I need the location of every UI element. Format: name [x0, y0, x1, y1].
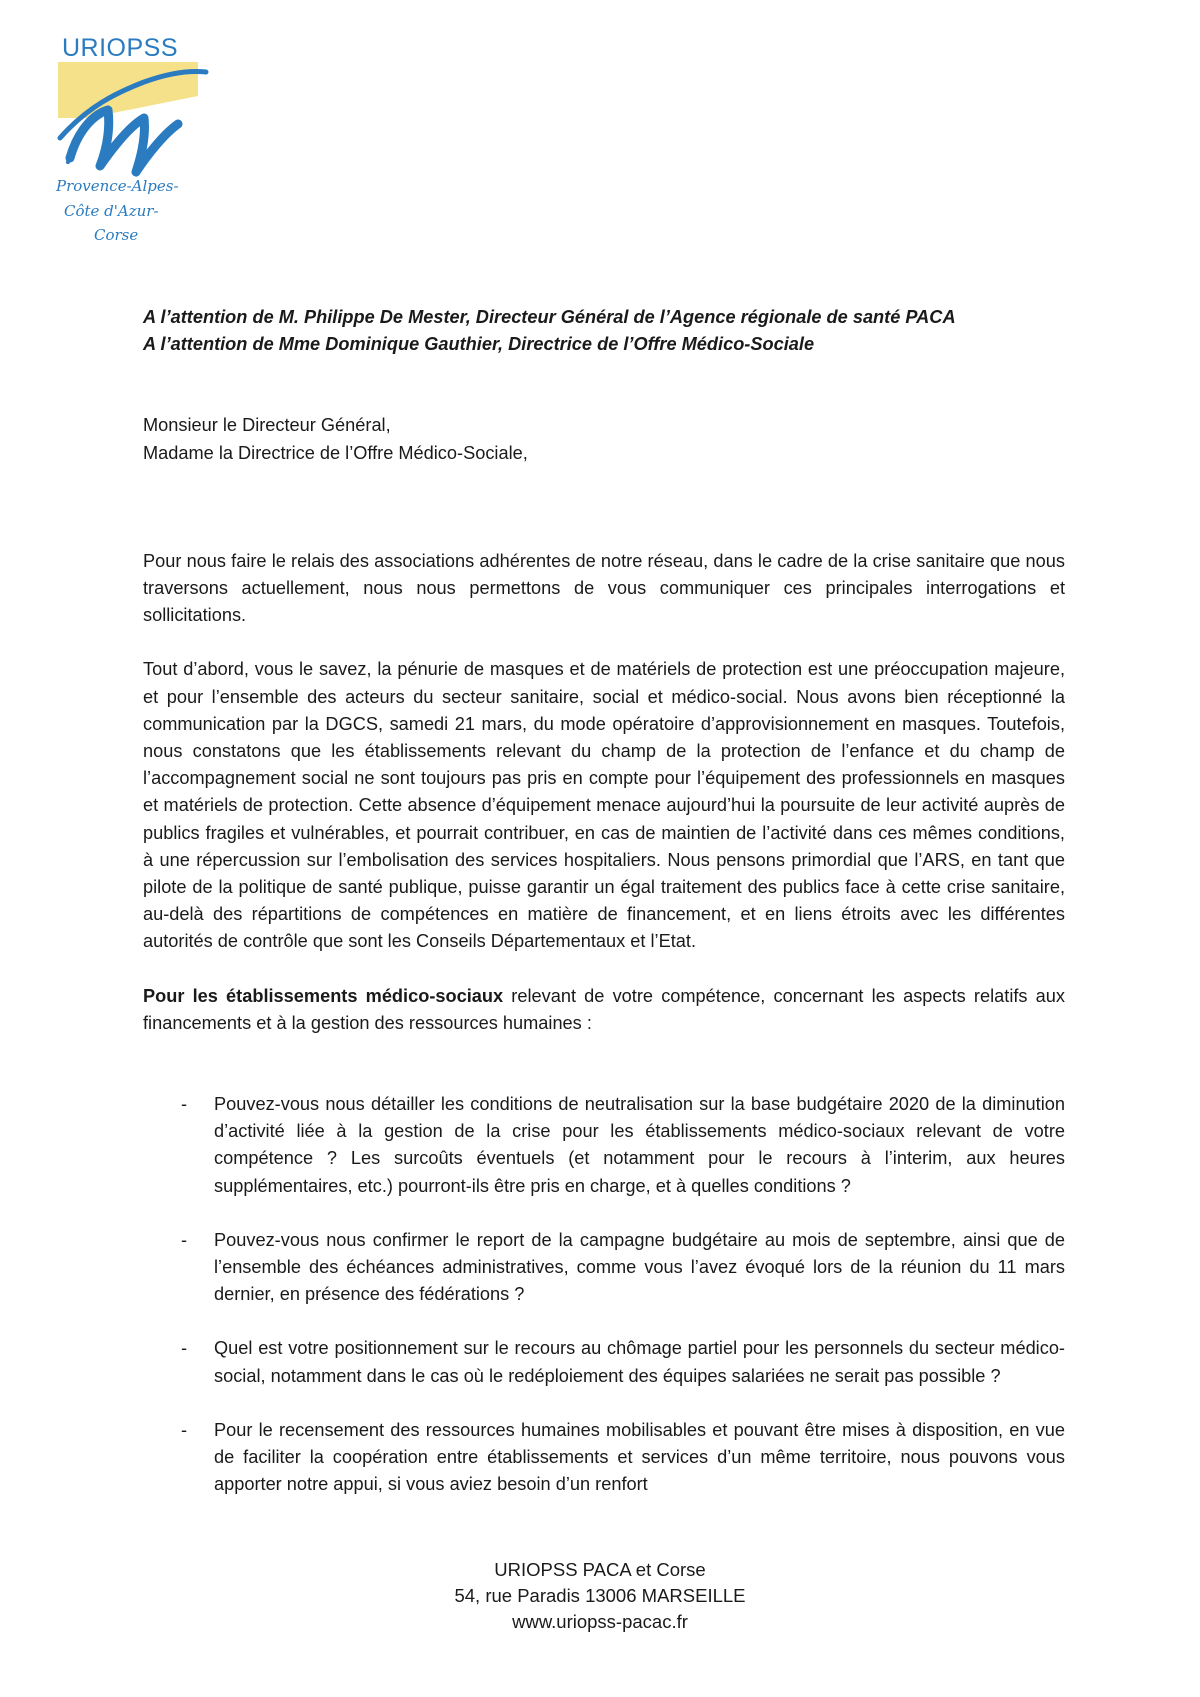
- letter-body: [143, 304, 1065, 1526]
- bullet-dash: -: [181, 1094, 188, 1115]
- paragraph-lead: Pour les établissements médico-sociaux: [143, 985, 504, 1006]
- footer-address: 54, rue Paradis 13006 MARSEILLE: [454, 1585, 746, 1606]
- footer-org: URIOPSS PACA et Corse: [494, 1559, 706, 1580]
- paragraph-masks: Tout d’abord, vous le savez, la pénurie de masques et de matériels de protection est une préoccupation majeure, et pour l’ensemble des acteurs du secteur sanitaire, social et médico-social. Nous avons bien réceptionné la communication par la DGCS, samedi 21 mars, du mode opératoire d’approvisionnement en masques. Toutefois, nous constatons que les établissements relevant du champ de la protection de l’enfance et du champ de l’accompagnement social ne sont toujours pas pris en compte pour l’équipement des professionnels en masques et matériels de protection. Cette absence d’équipement menace aujourd’hui la poursuite de leur activité auprès de publics fragiles et vulnérables, et pourrait contribuer, en cas de maintien de l’activité dans ces mêmes conditions, à une répercussion sur l’embolisation des services hospitaliers. Nous pensons primordial que l’ARS, en tant que pilote de la politique de santé publique, puisse garantir un égal traitement des publics face à cette crise sanitaire, au-delà des répartitions de compétences en matière de financement, et en liens étroits avec les différentes autorités de contrôle que sont les Conseils Départementaux et l’Etat.: [143, 659, 1065, 952]
- question-text: Pouvez-vous nous détailler les conditions de neutralisation sur la base budgétaire 2020 de la diminution d’activité liée à la gestion de la crise pour les établissements médico-sociaux relevant de votre compétence ? Les surcoûts éventuels (et notamment pour le recours à l’interim, aux heures supplémentaires, etc.) pourront-ils être pris en charge, et à quelles conditions ?: [214, 1094, 1065, 1196]
- logo-region-line-2: Côte d'Azur-: [64, 202, 159, 220]
- paragraph-rest: relevant de votre compétence, concernant les aspects relatifs aux financements et à la gestion des ressources humaines :: [143, 985, 1066, 1033]
- attention-line-1: A l’attention de M. Philippe De Mester, Directeur Général de l’Agence régionale de santé PACA: [143, 307, 956, 327]
- attention-line-2: A l’attention de Mme Dominique Gauthier, Directrice de l’Offre Médico-Sociale: [143, 334, 815, 355]
- footer-website-link[interactable]: www.uriopss-pacac.fr: [512, 1611, 688, 1632]
- uriopss-logo: [48, 26, 208, 266]
- question-text: Pour le recensement des ressources humaines mobilisables et pouvant être mises à disposition, en vue de faciliter la coopération entre établissements et services d’un même territoire, nous pouvons vous apporter notre appui, si vous aviez besoin d’un renfort: [214, 1419, 1065, 1495]
- list-item: [143, 1417, 1065, 1499]
- list-item: [143, 1227, 1065, 1309]
- paragraph-medico-social: [143, 983, 1065, 1037]
- list-item: [143, 1091, 1065, 1200]
- logo-region-line-1: Provence-Alpes-: [56, 177, 179, 195]
- bullet-dash: -: [181, 1419, 188, 1440]
- footer: [0, 1557, 1200, 1635]
- bullet-dash: -: [181, 1338, 188, 1359]
- paragraph-intro: Pour nous faire le relais des associations adhérentes de notre réseau, dans le cadre de la crise sanitaire que nous traversons actuellement, nous nous permettons de vous communiquer ces principales interrogations et sollicitations.: [143, 550, 1065, 626]
- greeting-line-1: Monsieur le Directeur Général,: [143, 415, 391, 436]
- logo-title: URIOPSS: [62, 34, 179, 62]
- questions-list: [143, 1091, 1065, 1498]
- logo-region-line-3: Corse: [94, 226, 139, 244]
- bullet-dash: -: [181, 1229, 188, 1250]
- question-text: Quel est votre positionnement sur le recours au chômage partiel pour les personnels du secteur médico-social, notamment dans le cas où le redéploiement des équipes salariées ne serait pas possible ?: [214, 1338, 1065, 1386]
- greeting-line-2: Madame la Directrice de l’Offre Médico-Sociale,: [143, 442, 528, 463]
- question-text: Pouvez-vous nous confirmer le report de la campagne budgétaire au mois de septembre, ainsi que de l’ensemble des échéances administratives, comme vous l’avez évoqué lors de la réunion du 11 mars dernier, en présence des fédérations ?: [214, 1229, 1065, 1305]
- list-item: [143, 1335, 1065, 1389]
